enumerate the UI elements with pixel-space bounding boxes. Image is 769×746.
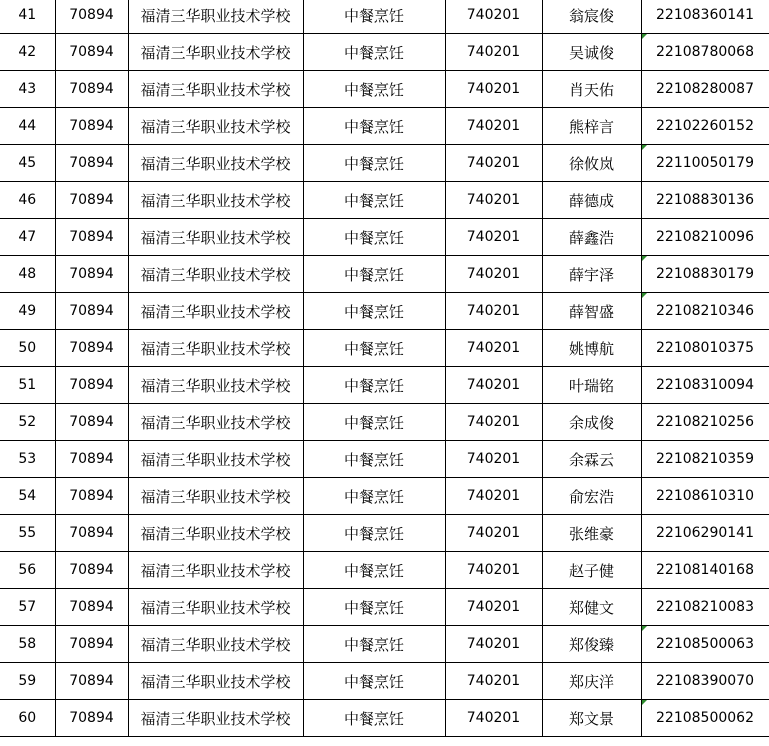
table-row bbox=[0, 441, 769, 478]
major-cell[interactable]: 中餐烹饪 bbox=[303, 71, 445, 108]
major-cell[interactable]: 中餐烹饪 bbox=[303, 219, 445, 256]
major-code-cell[interactable]: 740201 bbox=[445, 256, 542, 293]
exam-id-cell[interactable]: 22108310094 bbox=[641, 367, 769, 404]
major-cell[interactable]: 中餐烹饪 bbox=[303, 589, 445, 626]
school-code-cell[interactable]: 70894 bbox=[55, 700, 128, 737]
major-code-cell[interactable]: 740201 bbox=[445, 552, 542, 589]
major-code-cell[interactable]: 740201 bbox=[445, 34, 542, 71]
row-number-cell[interactable]: 51 bbox=[0, 367, 55, 404]
student-name-cell[interactable]: 姚博航 bbox=[542, 330, 641, 367]
exam-id-cell[interactable]: 22108610310 bbox=[641, 478, 769, 515]
exam-id-cell[interactable]: 22108500062 bbox=[641, 700, 769, 737]
exam-id-cell[interactable]: 22108210256 bbox=[641, 404, 769, 441]
exam-id-cell[interactable]: 22108280087 bbox=[641, 71, 769, 108]
table-row bbox=[0, 256, 769, 293]
exam-id-cell[interactable]: 22108830136 bbox=[641, 182, 769, 219]
student-name-cell[interactable]: 薛鑫浩 bbox=[542, 219, 641, 256]
row-number-cell[interactable]: 55 bbox=[0, 515, 55, 552]
major-code-cell[interactable]: 740201 bbox=[445, 71, 542, 108]
major-cell[interactable]: 中餐烹饪 bbox=[303, 256, 445, 293]
major-code-cell[interactable]: 740201 bbox=[445, 700, 542, 737]
major-cell[interactable]: 中餐烹饪 bbox=[303, 441, 445, 478]
school-code-cell[interactable]: 70894 bbox=[55, 219, 128, 256]
school-code-cell[interactable]: 70894 bbox=[55, 256, 128, 293]
exam-id-cell[interactable]: 22106290141 bbox=[641, 515, 769, 552]
major-code-cell[interactable]: 740201 bbox=[445, 441, 542, 478]
major-code-cell[interactable]: 740201 bbox=[445, 330, 542, 367]
table-row bbox=[0, 404, 769, 441]
major-code-cell[interactable]: 740201 bbox=[445, 145, 542, 182]
row-number-cell[interactable]: 41 bbox=[0, 0, 55, 34]
major-code-cell[interactable]: 740201 bbox=[445, 515, 542, 552]
major-cell[interactable]: 中餐烹饪 bbox=[303, 478, 445, 515]
exam-id-cell[interactable]: 22108140168 bbox=[641, 552, 769, 589]
row-number-cell[interactable]: 53 bbox=[0, 441, 55, 478]
student-name-cell[interactable]: 吴诚俊 bbox=[542, 34, 641, 71]
major-cell[interactable]: 中餐烹饪 bbox=[303, 515, 445, 552]
major-cell[interactable]: 中餐烹饪 bbox=[303, 663, 445, 700]
table-row bbox=[0, 219, 769, 256]
table-row bbox=[0, 34, 769, 71]
school-name-cell[interactable]: 福清三华职业技术学校 bbox=[128, 367, 303, 404]
student-name-cell[interactable]: 俞宏浩 bbox=[542, 478, 641, 515]
major-cell[interactable]: 中餐烹饪 bbox=[303, 700, 445, 737]
school-name-cell[interactable]: 福清三华职业技术学校 bbox=[128, 108, 303, 145]
exam-id-cell[interactable]: 22108780068 bbox=[641, 34, 769, 71]
student-name-cell[interactable]: 熊梓言 bbox=[542, 108, 641, 145]
student-name-cell[interactable]: 余成俊 bbox=[542, 404, 641, 441]
major-cell[interactable]: 中餐烹饪 bbox=[303, 182, 445, 219]
school-name-cell[interactable]: 福清三华职业技术学校 bbox=[128, 0, 303, 34]
major-code-cell[interactable]: 740201 bbox=[445, 293, 542, 330]
major-code-cell[interactable]: 740201 bbox=[445, 182, 542, 219]
table-row bbox=[0, 515, 769, 552]
student-name-cell[interactable]: 赵子健 bbox=[542, 552, 641, 589]
student-name-cell[interactable]: 叶瑞铭 bbox=[542, 367, 641, 404]
major-code-cell[interactable]: 740201 bbox=[445, 589, 542, 626]
school-code-cell[interactable]: 70894 bbox=[55, 589, 128, 626]
row-number-cell[interactable]: 45 bbox=[0, 145, 55, 182]
school-name-cell[interactable]: 福清三华职业技术学校 bbox=[128, 145, 303, 182]
exam-id-cell[interactable]: 22108210359 bbox=[641, 441, 769, 478]
school-code-cell[interactable]: 70894 bbox=[55, 71, 128, 108]
major-code-cell[interactable]: 740201 bbox=[445, 404, 542, 441]
exam-id-cell[interactable]: 22108210346 bbox=[641, 293, 769, 330]
student-name-cell[interactable]: 薛德成 bbox=[542, 182, 641, 219]
school-code-cell[interactable]: 70894 bbox=[55, 515, 128, 552]
school-code-cell[interactable]: 70894 bbox=[55, 108, 128, 145]
school-name-cell[interactable]: 福清三华职业技术学校 bbox=[128, 515, 303, 552]
school-name-cell[interactable]: 福清三华职业技术学校 bbox=[128, 34, 303, 71]
table-row bbox=[0, 700, 769, 737]
student-name-cell[interactable]: 郑庆洋 bbox=[542, 663, 641, 700]
row-number-cell[interactable]: 44 bbox=[0, 108, 55, 145]
school-name-cell[interactable]: 福清三华职业技术学校 bbox=[128, 626, 303, 663]
table-row bbox=[0, 626, 769, 663]
major-cell[interactable]: 中餐烹饪 bbox=[303, 108, 445, 145]
exam-id-cell[interactable]: 22108210083 bbox=[641, 589, 769, 626]
table-row bbox=[0, 367, 769, 404]
table-row bbox=[0, 478, 769, 515]
school-code-cell[interactable]: 70894 bbox=[55, 330, 128, 367]
row-number-cell[interactable]: 54 bbox=[0, 478, 55, 515]
row-number-cell[interactable]: 57 bbox=[0, 589, 55, 626]
school-code-cell[interactable]: 70894 bbox=[55, 145, 128, 182]
major-cell[interactable]: 中餐烹饪 bbox=[303, 330, 445, 367]
major-code-cell[interactable]: 740201 bbox=[445, 219, 542, 256]
row-number-cell[interactable]: 52 bbox=[0, 404, 55, 441]
exam-id-cell[interactable]: 22110050179 bbox=[641, 145, 769, 182]
row-number-cell[interactable]: 49 bbox=[0, 293, 55, 330]
row-number-cell[interactable]: 47 bbox=[0, 219, 55, 256]
major-code-cell[interactable]: 740201 bbox=[445, 478, 542, 515]
student-name-cell[interactable]: 郑健文 bbox=[542, 589, 641, 626]
exam-id-cell[interactable]: 22108360141 bbox=[641, 0, 769, 34]
school-name-cell[interactable]: 福清三华职业技术学校 bbox=[128, 589, 303, 626]
school-name-cell[interactable]: 福清三华职业技术学校 bbox=[128, 663, 303, 700]
school-name-cell[interactable]: 福清三华职业技术学校 bbox=[128, 404, 303, 441]
table-row bbox=[0, 108, 769, 145]
exam-id-cell[interactable]: 22102260152 bbox=[641, 108, 769, 145]
row-number-cell[interactable]: 50 bbox=[0, 330, 55, 367]
table-row bbox=[0, 0, 769, 34]
student-name-cell[interactable]: 肖天佑 bbox=[542, 71, 641, 108]
school-code-cell[interactable]: 70894 bbox=[55, 0, 128, 34]
school-code-cell[interactable]: 70894 bbox=[55, 182, 128, 219]
major-cell[interactable]: 中餐烹饪 bbox=[303, 404, 445, 441]
school-name-cell[interactable]: 福清三华职业技术学校 bbox=[128, 293, 303, 330]
major-cell[interactable]: 中餐烹饪 bbox=[303, 552, 445, 589]
student-name-cell[interactable]: 郑文景 bbox=[542, 700, 641, 737]
major-cell[interactable]: 中餐烹饪 bbox=[303, 293, 445, 330]
row-number-cell[interactable]: 60 bbox=[0, 700, 55, 737]
student-name-cell[interactable]: 薛宇泽 bbox=[542, 256, 641, 293]
table-row bbox=[0, 145, 769, 182]
major-cell[interactable]: 中餐烹饪 bbox=[303, 626, 445, 663]
major-code-cell[interactable]: 740201 bbox=[445, 663, 542, 700]
student-name-cell[interactable]: 张维豪 bbox=[542, 515, 641, 552]
school-name-cell[interactable]: 福清三华职业技术学校 bbox=[128, 478, 303, 515]
school-name-cell[interactable]: 福清三华职业技术学校 bbox=[128, 441, 303, 478]
school-name-cell[interactable]: 福清三华职业技术学校 bbox=[128, 700, 303, 737]
exam-id-cell[interactable]: 22108210096 bbox=[641, 219, 769, 256]
table-row bbox=[0, 71, 769, 108]
school-name-cell[interactable]: 福清三华职业技术学校 bbox=[128, 219, 303, 256]
exam-id-cell[interactable]: 22108010375 bbox=[641, 330, 769, 367]
table-row bbox=[0, 182, 769, 219]
row-number-cell[interactable]: 58 bbox=[0, 626, 55, 663]
student-name-cell[interactable]: 余霖云 bbox=[542, 441, 641, 478]
major-code-cell[interactable]: 740201 bbox=[445, 0, 542, 34]
school-code-cell[interactable]: 70894 bbox=[55, 293, 128, 330]
school-code-cell[interactable]: 70894 bbox=[55, 404, 128, 441]
table-row bbox=[0, 589, 769, 626]
school-code-cell[interactable]: 70894 bbox=[55, 663, 128, 700]
exam-id-cell[interactable]: 22108830179 bbox=[641, 256, 769, 293]
school-name-cell[interactable]: 福清三华职业技术学校 bbox=[128, 256, 303, 293]
school-name-cell[interactable]: 福清三华职业技术学校 bbox=[128, 71, 303, 108]
major-cell[interactable]: 中餐烹饪 bbox=[303, 0, 445, 34]
school-name-cell[interactable]: 福清三华职业技术学校 bbox=[128, 330, 303, 367]
table-row bbox=[0, 330, 769, 367]
school-code-cell[interactable]: 70894 bbox=[55, 478, 128, 515]
major-code-cell[interactable]: 740201 bbox=[445, 626, 542, 663]
student-name-cell[interactable]: 郑俊臻 bbox=[542, 626, 641, 663]
row-number-cell[interactable]: 46 bbox=[0, 182, 55, 219]
student-name-cell[interactable]: 翁宸俊 bbox=[542, 0, 641, 34]
row-number-cell[interactable]: 56 bbox=[0, 552, 55, 589]
school-name-cell[interactable]: 福清三华职业技术学校 bbox=[128, 182, 303, 219]
row-number-cell[interactable]: 42 bbox=[0, 34, 55, 71]
school-code-cell[interactable]: 70894 bbox=[55, 552, 128, 589]
major-code-cell[interactable]: 740201 bbox=[445, 367, 542, 404]
school-code-cell[interactable]: 70894 bbox=[55, 441, 128, 478]
row-number-cell[interactable]: 48 bbox=[0, 256, 55, 293]
student-name-cell[interactable]: 徐攸岚 bbox=[542, 145, 641, 182]
row-number-cell[interactable]: 43 bbox=[0, 71, 55, 108]
school-code-cell[interactable]: 70894 bbox=[55, 367, 128, 404]
school-code-cell[interactable]: 70894 bbox=[55, 34, 128, 71]
school-code-cell[interactable]: 70894 bbox=[55, 626, 128, 663]
major-cell[interactable]: 中餐烹饪 bbox=[303, 145, 445, 182]
major-cell[interactable]: 中餐烹饪 bbox=[303, 367, 445, 404]
table-row bbox=[0, 663, 769, 700]
row-number-cell[interactable]: 59 bbox=[0, 663, 55, 700]
table-row bbox=[0, 293, 769, 330]
school-name-cell[interactable]: 福清三华职业技术学校 bbox=[128, 552, 303, 589]
table-row bbox=[0, 552, 769, 589]
major-cell[interactable]: 中餐烹饪 bbox=[303, 34, 445, 71]
exam-id-cell[interactable]: 22108390070 bbox=[641, 663, 769, 700]
student-name-cell[interactable]: 薛智盛 bbox=[542, 293, 641, 330]
exam-id-cell[interactable]: 22108500063 bbox=[641, 626, 769, 663]
major-code-cell[interactable]: 740201 bbox=[445, 108, 542, 145]
